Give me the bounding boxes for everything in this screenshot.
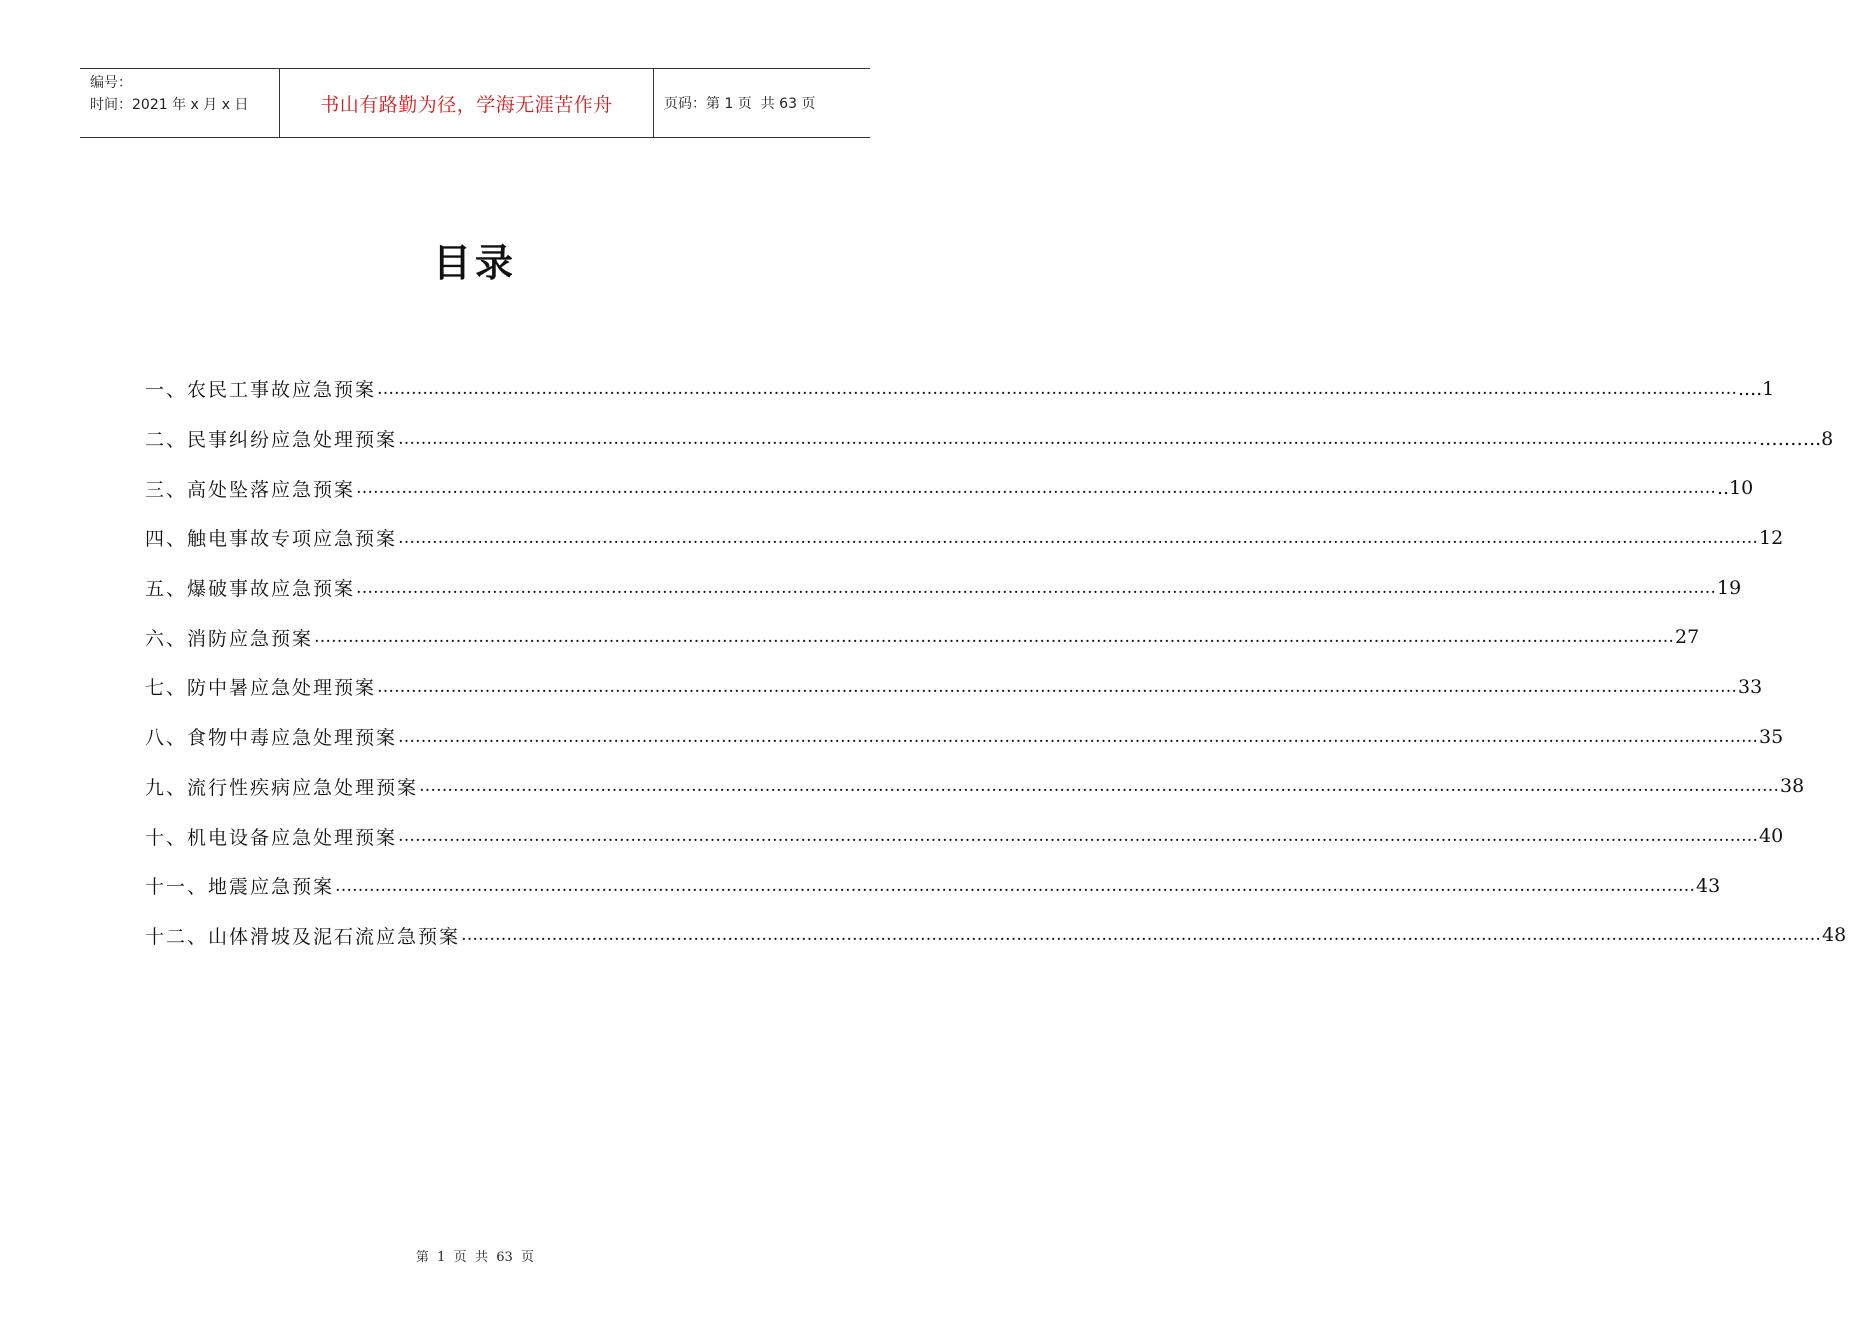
page-header <box>80 68 870 138</box>
toc-dot-leader: …………………………………………………………………………………………………………………………………………………………………………………………………………………… <box>314 627 1675 648</box>
toc-dot-leader: …………………………………………………………………………………………………………………………………………………………………………………………………………………… <box>377 378 1738 399</box>
toc-entry-page: 38 <box>1780 775 1805 798</box>
toc-entry-page: ..10 <box>1717 477 1754 500</box>
toc-entry-title: 八、食物中毒应急处理预案 <box>145 727 398 750</box>
toc-dot-leader: …………………………………………………………………………………………………………………………………………………………………………………………………………………… <box>461 925 1822 946</box>
page-info-text: 页码：第 1 页 共 63 页 <box>664 96 816 112</box>
toc-dot-leader: …………………………………………………………………………………………………………………………………………………………………………………………………………………… <box>398 527 1759 548</box>
page-title: 目录 <box>432 241 517 285</box>
toc-entry[interactable] <box>145 811 1784 861</box>
document-number-label: 编号： <box>90 75 132 91</box>
toc-entry[interactable] <box>145 513 1784 563</box>
toc-entry-page: 43 <box>1696 874 1721 897</box>
toc-entry-page: 12 <box>1759 526 1784 549</box>
toc-dot-leader: …………………………………………………………………………………………………………………………………………………………………………………………………………………… <box>356 577 1717 598</box>
toc-entry-title: 四、触电事故专项应急预案 <box>145 528 398 551</box>
table-of-contents <box>145 364 1847 960</box>
toc-dot-leader: …………………………………………………………………………………………………………………………………………………………………………………………………………………… <box>398 826 1759 847</box>
toc-dot-leader: …………………………………………………………………………………………………………………………………………………………………………………………………………………… <box>419 776 1780 797</box>
footer-page-number: 第 1 页 共 63 页 <box>415 1250 535 1265</box>
toc-entry-title: 七、防中暑应急处理预案 <box>145 677 377 700</box>
toc-dot-leader: …………………………………………………………………………………………………………………………………………………………………………………………………………………… <box>377 676 1738 697</box>
toc-entry[interactable] <box>145 911 1847 961</box>
toc-entry-page: ....1 <box>1738 377 1775 400</box>
toc-dot-leader: …………………………………………………………………………………………………………………………………………………………………………………………………………………… <box>398 428 1759 449</box>
toc-entry[interactable] <box>145 712 1784 762</box>
toc-entry[interactable] <box>145 414 1834 464</box>
toc-entry[interactable] <box>145 563 1742 613</box>
toc-dot-leader: …………………………………………………………………………………………………………………………………………………………………………………………………………………… <box>356 478 1717 499</box>
toc-entry-title: 一、农民工事故应急预案 <box>145 379 377 402</box>
page-footer <box>0 1246 950 1265</box>
toc-entry-title: 二、民事纠纷应急处理预案 <box>145 429 398 452</box>
toc-entry-title: 十、机电设备应急处理预案 <box>145 826 398 849</box>
toc-entry-page: 40 <box>1759 825 1784 848</box>
document-time: 时间：2021 年 x 月 x 日 <box>90 97 249 113</box>
header-meta <box>80 69 280 137</box>
toc-entry-title: 五、爆破事故应急预案 <box>145 578 356 601</box>
toc-entry-page: 33 <box>1738 675 1763 698</box>
toc-entry-page: 48 <box>1822 924 1847 947</box>
toc-dot-leader: …………………………………………………………………………………………………………………………………………………………………………………………………………………… <box>335 875 1696 896</box>
toc-entry[interactable] <box>145 861 1721 911</box>
toc-entry-title: 三、高处坠落应急预案 <box>145 478 356 501</box>
toc-entry-title: 十一、地震应急预案 <box>145 876 335 899</box>
toc-entry-title: 十二、山体滑坡及泥石流应急预案 <box>145 925 461 948</box>
toc-entry-page: 19 <box>1717 576 1742 599</box>
toc-entry[interactable] <box>145 762 1805 812</box>
header-page-info <box>654 69 870 137</box>
toc-entry-page: 27 <box>1675 626 1700 649</box>
header-motto: 书山有路勤为径，学海无涯苦作舟 <box>280 69 654 137</box>
toc-dot-leader: …………………………………………………………………………………………………………………………………………………………………………………………………………………… <box>398 726 1759 747</box>
toc-entry-page: .….…..8 <box>1759 427 1834 450</box>
toc-entry[interactable] <box>145 612 1700 662</box>
toc-entry[interactable] <box>145 463 1754 513</box>
toc-entry-page: 35 <box>1759 725 1784 748</box>
toc-entry[interactable] <box>145 662 1763 712</box>
toc-entry[interactable] <box>145 364 1775 414</box>
toc-entry-title: 六、消防应急预案 <box>145 627 314 650</box>
toc-entry-title: 九、流行性疾病应急处理预案 <box>145 776 419 799</box>
